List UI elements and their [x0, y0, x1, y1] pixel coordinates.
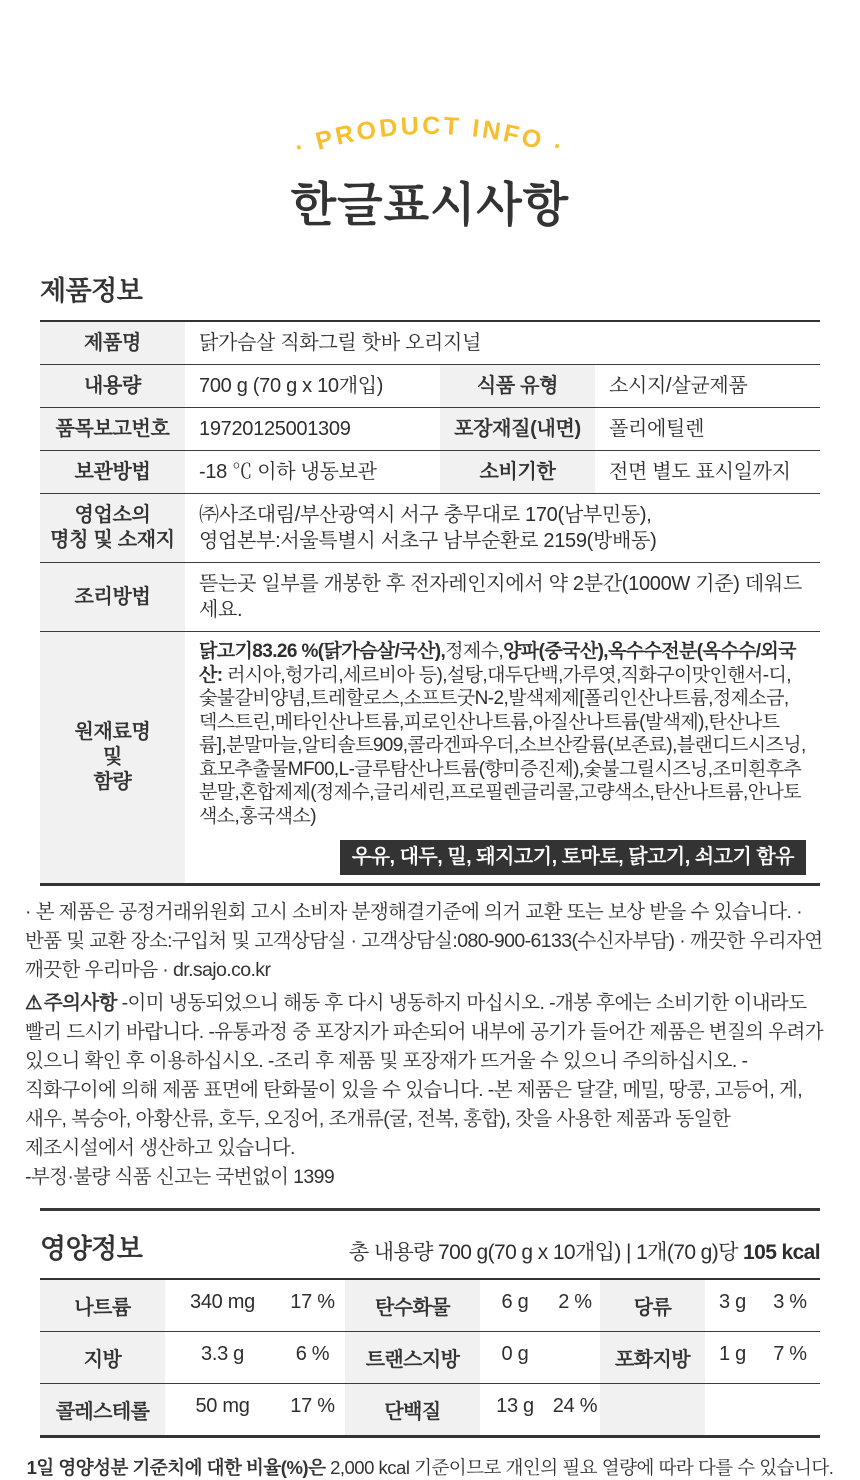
- caution-title: 주의사항: [43, 992, 117, 1014]
- nutrient-amount: 0 g: [501, 1343, 529, 1365]
- nutrient-percent: 7 %: [773, 1343, 807, 1365]
- nutrient-label: 나트륨: [40, 1280, 165, 1331]
- nutrient-label: 지방: [40, 1332, 165, 1383]
- row-value: 폴리에틸렌: [609, 418, 705, 440]
- caution-notice: [25, 989, 835, 1163]
- svg-text:· PRODUCT INFO ·: [291, 112, 568, 162]
- nutrition-table: [40, 1278, 820, 1438]
- row-value-line: ㈜사조대림/부산광역시 서구 충무대로 170(남부민동),: [199, 504, 652, 526]
- product-info-section: [40, 269, 820, 886]
- nutrient-percent: 24 %: [552, 1395, 598, 1417]
- page-title: 한글표시사항: [290, 178, 570, 231]
- warning-icon: ⚠: [25, 992, 42, 1014]
- row-label: 소비기한: [440, 451, 595, 493]
- table-row-ingredients: [40, 631, 820, 883]
- nutrient-percent: [760, 1384, 820, 1435]
- nutrient-label: 트랜스지방: [345, 1332, 480, 1383]
- report-hotline: -부정·불량 식품 신고는 국번없이 1399: [25, 1166, 335, 1188]
- nutrient-percent: 6 %: [295, 1343, 330, 1365]
- row-label-line: 영업소의: [74, 504, 151, 526]
- nutrition-header: [40, 1211, 820, 1278]
- row-label: 보관방법: [40, 451, 185, 493]
- nutrient-label: 단백질: [345, 1384, 480, 1435]
- nutrient-amount: 1 g: [719, 1343, 746, 1365]
- row-label: 제품명: [40, 322, 185, 364]
- row-value: 700 g (70 g x 10개입): [199, 375, 384, 397]
- row-value: 닭가슴살 직화그릴 핫바 오리지널: [199, 332, 482, 354]
- allergen-badge-wrap: [199, 840, 806, 875]
- row-label-line: 및: [102, 746, 123, 768]
- table-row-office: [40, 493, 820, 562]
- table-row-net-content: [40, 364, 820, 407]
- nutrient-label: [600, 1384, 705, 1435]
- nutrition-footnote: [0, 1454, 860, 1480]
- row-label: [40, 632, 185, 883]
- row-value: 소시지/살균제품: [609, 375, 748, 397]
- nutrient-amount: 3.3 g: [201, 1343, 244, 1365]
- product-info-section-title: 제품정보: [40, 276, 143, 306]
- table-row-report-number: [40, 407, 820, 450]
- exchange-notice: · 본 제품은 공정거래위원회 고시 소비자 분쟁해결기준에 의거 교환 또는 보상 받을 수 있습니다. · 반품 및 교환 장소:구입처 및 고객상담실 · 고객상담실:080-900-6133(수신자부담) · 깨끗한 우리자연 깨끗한 우리마음 · dr.sajo.co.kr: [25, 901, 823, 981]
- nutrition-total-label: 총 내용량 700 g(70 g x 10개입) | 1개(70 g)당: [348, 1241, 744, 1264]
- page-header: [0, 0, 860, 235]
- row-value-line: 영업본부:서울특별시 서초구 남부순환로 2159(방배동): [199, 530, 657, 552]
- nutrient-amount: 13 g: [496, 1395, 534, 1417]
- product-info-table: [40, 320, 820, 886]
- nutrient-percent: 17 %: [290, 1291, 335, 1313]
- nutrient-label: 탄수화물: [345, 1280, 480, 1331]
- eyebrow-text: · PRODUCT INFO ·: [291, 111, 569, 163]
- row-value: 전면 별도 표시일까지: [609, 461, 791, 483]
- nutrition-row: [40, 1280, 820, 1331]
- nutrition-section-title: 영양정보: [40, 1234, 143, 1264]
- nutrient-amount: 50 mg: [195, 1395, 250, 1417]
- nutrition-row: [40, 1383, 820, 1435]
- row-value: [185, 494, 820, 562]
- row-label: 식품 유형: [440, 365, 595, 407]
- row-value: 19720125001309: [199, 418, 351, 440]
- nutrient-amount: 340 mg: [190, 1291, 255, 1313]
- nutrient-percent: 3 %: [773, 1291, 807, 1313]
- nutrition-section: [40, 1208, 820, 1438]
- footnote-bold: 1일 영양성분 기준치에 대한 비율(%)은: [26, 1457, 326, 1478]
- ingredients-text: 닭고기83.26 %(닭가슴살/국산),정제수,양파(중국산),옥수수전분(옥수수/외국산: 러시아,헝가리,세르비아 등),설탕,대두단백,가루엿,직화구이맛인핸서-디,숯불갈비양념,트레할로스,소프트굿N-2,발색제제[폴리인산나트륨,정제소금,덱스트린,메타인산나트륨,피로인산나트륨,아질산나트륨(발색제),탄산나트륨],분말마늘,알티솔트909,콜라겐파우더,소브산칼륨(보존료),블랜디드시즈닝,효모추출물MF00,L-글루탐산나트륨(향미증진제),숯불그릴시즈닝,조미흰후추분말,혼합제제(정제수,글리세린,프로필렌글리콜,고량색소,탄산나트륨,안나토색소,홍국색소): [199, 641, 806, 827]
- nutrient-percent: 2 %: [558, 1291, 592, 1313]
- nutrient-amount: [705, 1384, 760, 1435]
- footnote-rest: 2,000 kcal 기준이므로 개인의 필요 열량에 따라 다를 수 있습니다.: [325, 1457, 834, 1478]
- row-label: [40, 494, 185, 562]
- nutrition-row: [40, 1331, 820, 1383]
- nutrient-label: 당류: [600, 1280, 705, 1331]
- row-label: 내용량: [40, 365, 185, 407]
- row-label-line: 명칭 및 소재지: [50, 529, 175, 551]
- caution-body: -이미 냉동되었으니 해동 후 다시 냉동하지 마십시오. -개봉 후에는 소비기한 이내라도 빨리 드시기 바랍니다. -유통과정 중 포장지가 파손되어 내부에 공기가 들어간 제품은 변질의 우려가 있으니 확인 후 이용하십시오. -조리 후 제품 및 포장재가 뜨거울 수 있으니 주의하십시오. -직화구이에 의해 제품 표면에 탄화물이 있을 수 있습니다. -본 제품은 달걀, 메밀, 땅콩, 고등어, 게, 새우, 복숭아, 아황산류, 호두, 오징어, 조개류(굴, 전복, 홍합), 잣을 사용한 제품과 동일한 제조시설에서 생산하고 있습니다.: [25, 992, 824, 1159]
- table-row-storage: [40, 450, 820, 493]
- nutrition-total: [349, 1236, 820, 1266]
- row-label-line: 원재료명: [74, 721, 151, 743]
- table-row-cooking: [40, 562, 820, 631]
- table-row-product-name: [40, 322, 820, 364]
- allergen-badge: 우유, 대두, 밀, 돼지고기, 토마토, 닭고기, 쇠고기 함유: [340, 840, 806, 875]
- nutrient-amount: 6 g: [501, 1291, 529, 1313]
- nutrition-kcal: 105 kcal: [743, 1241, 820, 1264]
- nutrient-label: 콜레스테롤: [40, 1384, 165, 1435]
- nutrient-percent: [550, 1332, 600, 1383]
- product-info-arc: [250, 104, 610, 166]
- row-label-line: 함량: [93, 771, 132, 793]
- row-value: [185, 632, 820, 883]
- row-value: 뜯는곳 일부를 개봉한 후 전자레인지에서 약 2분간(1000W 기준) 데워드세요.: [199, 573, 802, 621]
- row-value: -18 ℃ 이하 냉동보관: [199, 461, 377, 483]
- nutrient-label: 포화지방: [600, 1332, 705, 1383]
- nutrient-amount: 3 g: [719, 1291, 746, 1313]
- row-label: 품목보고번호: [40, 408, 185, 450]
- row-label: 조리방법: [40, 563, 185, 631]
- row-label: 포장재질(내면): [440, 408, 595, 450]
- nutrient-percent: 17 %: [290, 1395, 335, 1417]
